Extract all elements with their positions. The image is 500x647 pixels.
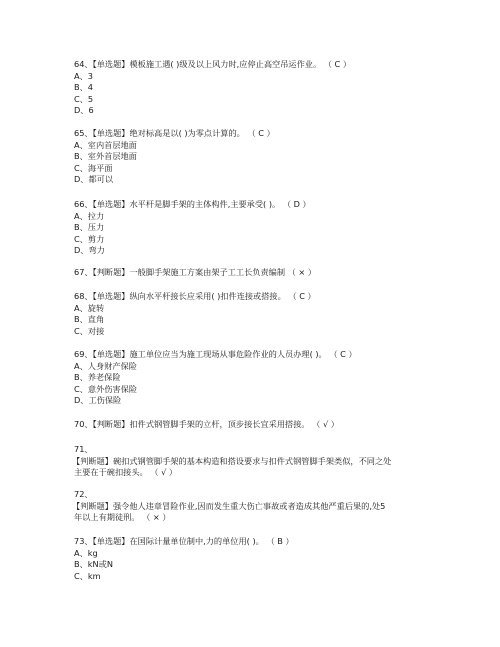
option-list — [74, 211, 444, 257]
question-stem: 67、【判断题】一般脚手架施工方案由架子工工长负责编制 （ × ） — [74, 267, 317, 277]
question-stem: 66、【单选题】水平杆是脚手架的主体构件,主要承受( )。 （ D ） — [74, 199, 311, 209]
option-list — [74, 140, 444, 186]
option-c: C、5 — [74, 93, 94, 104]
option-list — [74, 361, 444, 407]
option-b: B、kN或N — [74, 559, 113, 569]
question-73 — [74, 536, 444, 582]
option-list — [74, 548, 444, 583]
question-stem-continued: 年以上有期徒刑。 （ × ） — [74, 512, 171, 522]
question-66 — [74, 199, 444, 257]
option-list — [74, 71, 444, 117]
question-stem: 【判断题】碗扣式钢管脚手架的基本构造和搭设要求与扣件式钢管脚手架类似，不同之处 — [72, 455, 392, 466]
option-a: A、人身财产保险 — [74, 360, 137, 371]
question-71 — [74, 444, 444, 479]
question-stem: 69、【单选题】施工单位应当为施工现场从事危险作业的人员办理( )。 （ C ） — [74, 349, 357, 359]
option-b: B、直角 — [74, 314, 105, 324]
option-a: A、拉力 — [74, 210, 105, 221]
option-list — [74, 303, 444, 338]
option-c: C、km — [74, 570, 101, 581]
question-67 — [74, 267, 444, 279]
option-b: B、压力 — [74, 222, 105, 232]
question-69 — [74, 349, 444, 407]
option-b: B、4 — [74, 82, 94, 92]
question-number: 71、 — [74, 444, 93, 454]
option-c: C、海平面 — [74, 162, 113, 173]
question-stem: 70、【判断题】扣件式钢管脚手架的立杆，顶步接长宜采用搭接。 （ √ ） — [74, 419, 339, 429]
option-c: C、剪力 — [74, 233, 105, 244]
question-68 — [74, 291, 444, 337]
option-a: A、kg — [74, 547, 98, 558]
option-b: B、养老保险 — [74, 372, 121, 382]
option-d: D、弯力 — [74, 245, 105, 255]
question-stem: 68、【单选题】纵向水平杆接长应采用( )扣件连接或搭接。 （ C ） — [74, 291, 316, 301]
option-b: B、室外首层地面 — [74, 151, 137, 161]
question-stem: 64、【单选题】模板施工遇( )级及以上风力时,应停止高空吊运作业。 （ C ） — [74, 59, 352, 69]
option-d: D、都可以 — [74, 174, 114, 184]
question-64 — [74, 59, 444, 117]
option-a: A、室内首层地面 — [74, 139, 137, 150]
option-c: C、意外伤害保险 — [74, 383, 138, 394]
option-a: A、旋转 — [74, 302, 105, 313]
question-stem: 65、【单选题】绝对标高是以( )为零点计算的。 （ C ） — [74, 128, 275, 138]
option-d: D、工伤保险 — [74, 395, 122, 405]
option-d: D、6 — [74, 105, 94, 115]
question-70 — [74, 419, 444, 431]
question-stem: 73、【单选题】在国际计量单位制中,力的单位用( )。 （ B ） — [74, 536, 294, 546]
question-stem: 【判断题】强令他人违章冒险作业,因而发生重大伤亡事故或者造成其他严重后果的,处5 — [72, 500, 386, 511]
question-number: 72、 — [74, 489, 93, 499]
option-c: C、对接 — [74, 325, 105, 336]
question-72 — [74, 489, 444, 524]
question-stem-continued: 主要在于碗扣接头。 （ √ ） — [74, 467, 178, 477]
option-a: A、3 — [74, 70, 93, 81]
question-65 — [74, 128, 444, 186]
